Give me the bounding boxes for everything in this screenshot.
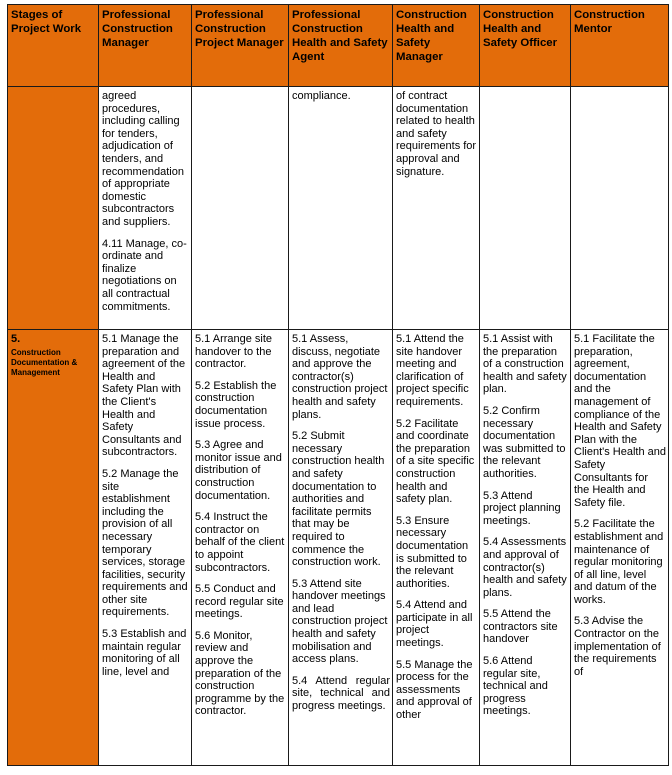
cell-paragraph: 5.5 Conduct and record regular site meetings. — [195, 583, 284, 621]
header-construction-manager: Professional Construction Manager — [99, 5, 192, 87]
cell-paragraph: 5.2 Facilitate the establishment and maintenance of regular monitoring of all line, level and datum of the works. — [574, 518, 664, 606]
cell-paragraph: 5.4 Attend regular site, technical and progress meetings. — [292, 674, 390, 713]
cell-construction-manager — [99, 87, 192, 330]
cell-paragraph: 5.3 Attend site handover meetings and lead construction project health and safety mobilisation and access plans. — [292, 577, 388, 666]
stage-cell — [8, 330, 99, 766]
cell-project-manager — [192, 330, 289, 766]
cell-health-safety-agent — [289, 87, 393, 330]
cell-paragraph: 5.2 Establish the construction documentation issue process. — [195, 379, 277, 430]
cell-paragraph: agreed procedures, including calling for tenders, adjudication of tenders, and recommendation of appropriate domestic subcontractors and suppliers. — [102, 90, 184, 228]
cell-health-safety-manager — [393, 87, 480, 330]
cell-paragraph: of contract documentation related to health and safety requirements for approval and signature. — [396, 90, 477, 178]
cell-paragraph: 5.1 Attend the site handover meeting and clarification of project specific requirements. — [396, 333, 469, 408]
table-row — [8, 87, 669, 330]
header-stages: Stages of Project Work — [8, 5, 99, 87]
cell-health-safety-officer — [480, 87, 571, 330]
cell-construction-mentor — [571, 87, 669, 330]
cell-paragraph: compliance. — [292, 90, 351, 102]
cell-construction-mentor — [571, 330, 669, 766]
cell-paragraph: 5.2 Facilitate and coordinate the preparation of a site specific construction health and safety plan. — [396, 417, 475, 506]
cell-paragraph: 5.1 Facilitate the preparation, agreement, documentation and the management of compliance of the Health and Safety Plan with the Client's Health and Safety Consultants for the Health and Safety file. — [574, 333, 666, 509]
cell-paragraph: 5.6 Attend regular site, technical and progress meetings. — [483, 655, 548, 718]
cell-paragraph: 5.2 Submit necessary construction health and safety documentation to authorities and facilitate permits that may be required to commence the construction work. — [292, 430, 385, 569]
responsibilities-table — [7, 4, 669, 766]
cell-paragraph: 5.3 Agree and monitor issue and distribution of construction documentation. — [195, 439, 282, 502]
cell-paragraph: 4.11 Manage, co-ordinate and finalize negotiations on all contractual commitments. — [102, 237, 187, 313]
cell-paragraph: 5.3 Advise the Contractor on the implementation of the requirements of — [574, 615, 661, 678]
cell-paragraph: 5.1 Assess, discuss, negotiate and approve the contractor(s) construction project health and safety plans. — [292, 333, 388, 421]
cell-paragraph: 5.3 Attend project planning meetings. — [483, 489, 561, 527]
cell-health-safety-agent — [289, 330, 393, 766]
header-health-safety-officer: Construction Health and Safety Officer — [480, 5, 571, 87]
cell-health-safety-officer — [480, 330, 571, 766]
cell-paragraph: 5.2 Confirm necessary documentation was submitted to the relevant authorities. — [483, 404, 566, 480]
cell-construction-manager — [99, 330, 192, 766]
cell-paragraph: 5.2 Manage the site establishment including the provision of all necessary temporary services, storage facilities, security requirements and other site requirements. — [102, 467, 188, 619]
stage-number: 5. — [11, 333, 21, 345]
cell-paragraph: 5.4 Instruct the contractor on behalf of the client to appoint subcontractors. — [195, 511, 285, 574]
header-row — [8, 5, 669, 87]
cell-paragraph: 5.1 Arrange site handover to the contractor. — [195, 333, 273, 371]
header-health-safety-manager: Construction Health and Safety Manager — [393, 5, 480, 87]
header-project-manager: Professional Construction Project Manager — [192, 5, 289, 87]
cell-paragraph: 5.5 Attend the contractors site handover — [483, 608, 558, 646]
header-construction-mentor: Construction Mentor — [571, 5, 669, 87]
cell-paragraph: 5.5 Manage the process for the assessments and approval of other — [396, 658, 473, 722]
cell-paragraph: 5.4 Attend and participate in all project meetings. — [396, 599, 473, 650]
cell-paragraph: 5.4 Assessments and approval of contractor(s) health and safety plans. — [483, 536, 567, 599]
cell-paragraph: 5.1 Manage the preparation and agreement of the Health and Safety Plan with the Client's Health and Safety Consultants and subcontractors. — [102, 333, 186, 459]
cell-project-manager — [192, 87, 289, 330]
stage-cell — [8, 87, 99, 330]
cell-paragraph: 5.3 Establish and maintain regular monitoring of all line, level and — [102, 628, 187, 678]
cell-paragraph: 5.3 Ensure necessary documentation is submitted to the relevant authorities. — [396, 514, 469, 590]
stage-name: Construction Documentation & Management — [11, 347, 78, 377]
cell-paragraph: 5.1 Assist with the preparation of a construction health and safety plan. — [483, 333, 567, 396]
cell-health-safety-manager — [393, 330, 480, 766]
header-health-safety-agent: Professional Construction Health and Safety Agent — [289, 5, 393, 87]
cell-paragraph: 5.6 Monitor, review and approve the preparation of the construction programme by the contractor. — [195, 629, 285, 718]
table-row — [8, 330, 669, 766]
